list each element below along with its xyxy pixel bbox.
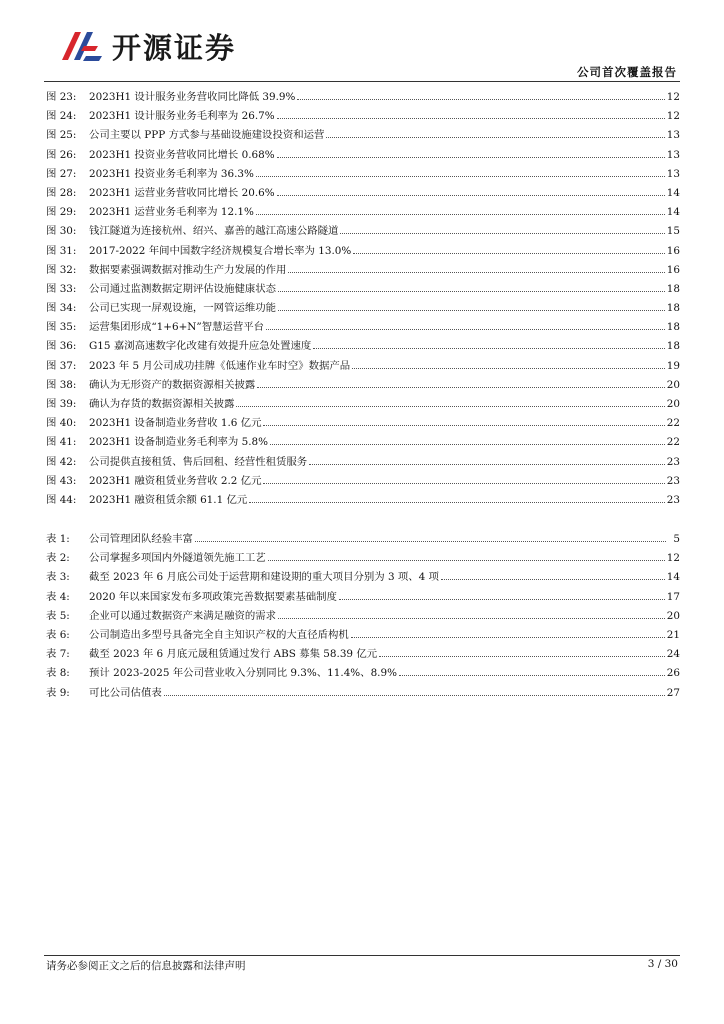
- entry-title: 截至 2023 年 6 月底公司处于运营期和建设期的重大项目分别为 3 项、4 项: [89, 571, 439, 584]
- entry-page: 12: [666, 552, 680, 565]
- dot-leader: [339, 599, 665, 600]
- entry-page: 14: [666, 206, 680, 219]
- entry-title: 公司通过监测数据定期评估设施健康状态: [89, 282, 277, 295]
- entry-label: 图 34:: [46, 302, 77, 315]
- dot-leader: [263, 425, 664, 426]
- entry-page: 21: [666, 628, 680, 641]
- entry-title: 预计 2023-2025 年公司营业收入分别同比 9.3%、11.4%、8.9%: [89, 667, 397, 680]
- entry-title: 确认为存货的数据资源相关披露: [89, 398, 235, 410]
- toc-entry[interactable]: [46, 222, 680, 241]
- toc-entry[interactable]: [46, 357, 680, 376]
- dot-leader: [379, 656, 665, 657]
- entry-label: 图 35:: [46, 321, 77, 334]
- entry-label: 图 39:: [46, 398, 77, 410]
- entry-label: 图 32:: [46, 263, 77, 276]
- entry-title: 确认为无形资产的数据资源相关披露: [89, 378, 256, 391]
- entry-page: 22: [666, 417, 680, 430]
- entry-page: 16: [666, 263, 680, 276]
- toc-entry[interactable]: [46, 453, 680, 472]
- dot-leader: [313, 348, 665, 349]
- entry-page: 23: [666, 474, 680, 487]
- entry-label: 图 43:: [46, 474, 77, 487]
- entry-label: 表 3:: [46, 571, 70, 584]
- entry-label: 表 2:: [46, 552, 70, 565]
- dot-leader: [249, 502, 664, 503]
- entry-label: 表 1:: [46, 533, 70, 545]
- entry-title: 公司制造出多型号具备完全自主知识产权的大直径盾构机: [89, 628, 349, 641]
- entry-label: 图 25:: [46, 129, 77, 142]
- toc-entry[interactable]: [46, 664, 680, 683]
- entry-label: 图 36:: [46, 340, 77, 353]
- entry-page: 24: [666, 648, 680, 661]
- entry-page: 20: [666, 609, 680, 622]
- report-type: 公司首次覆盖报告: [577, 65, 677, 79]
- toc-entry[interactable]: [46, 626, 680, 645]
- dot-leader: [278, 618, 665, 619]
- toc-entry[interactable]: [46, 242, 680, 261]
- footer-disclaimer: 请务必参阅正文之后的信息披露和法律声明: [46, 960, 246, 972]
- entry-page: 26: [666, 667, 680, 680]
- entry-title: G15 嘉浏高速数字化改建有效提升应急处置速度: [89, 340, 312, 353]
- entry-page: 13: [666, 129, 680, 142]
- entry-label: 图 29:: [46, 206, 77, 219]
- entry-title: 运营集团形成“1+6+N”智慧运营平台: [89, 321, 265, 334]
- page-number: 3 / 30: [647, 958, 678, 970]
- entry-page: 18: [666, 340, 680, 353]
- entry-title: 企业可以通过数据资产来满足融资的需求: [89, 609, 277, 622]
- dot-leader: [270, 444, 665, 445]
- entry-page: 12: [666, 91, 680, 103]
- entry-title: 数据要素强调数据对推动生产力发展的作用: [89, 263, 287, 276]
- toc-entry[interactable]: [46, 88, 680, 107]
- dot-leader: [256, 176, 665, 177]
- entry-title: 2023H1 投资业务毛利率为 36.3%: [89, 167, 254, 180]
- entry-page: 20: [666, 398, 680, 410]
- dot-leader: [277, 195, 665, 196]
- toc-entry[interactable]: [46, 645, 680, 664]
- entry-label: 表 8:: [46, 667, 70, 680]
- entry-label: 表 7:: [46, 648, 70, 661]
- entry-page: 14: [666, 186, 680, 199]
- entry-label: 图 41:: [46, 436, 77, 449]
- entry-title: 公司掌握多项国内外隧道领先施工工艺: [89, 552, 266, 565]
- toc-entry[interactable]: [46, 376, 680, 395]
- entry-label: 图 37:: [46, 359, 77, 372]
- entry-page: 23: [666, 455, 680, 468]
- entry-page: 5: [673, 533, 680, 545]
- company-logo: [58, 26, 236, 66]
- dot-leader: [288, 272, 664, 273]
- dot-leader: [164, 695, 665, 696]
- toc-entry[interactable]: [46, 433, 680, 452]
- toc-entry[interactable]: [46, 146, 680, 165]
- entry-label: 图 38:: [46, 378, 77, 391]
- toc-entry[interactable]: [46, 568, 680, 587]
- toc-entry[interactable]: [46, 472, 680, 491]
- entry-title: 2023H1 设计服务业务毛利率为 26.7%: [89, 110, 275, 123]
- dot-leader: [268, 560, 665, 561]
- toc-entry[interactable]: [46, 337, 680, 356]
- entry-title: 公司已实现一屏观设施，一网管运维功能: [89, 302, 277, 315]
- entry-label: 图 44:: [46, 493, 77, 506]
- entry-title: 2023H1 融资租赁业务营收 2.2 亿元: [89, 474, 262, 487]
- dot-leader: [352, 368, 665, 369]
- header-divider: [44, 81, 680, 82]
- entry-page: 12: [666, 110, 680, 123]
- entry-title: 公司提供直接租赁、售后回租、经营性租赁服务: [89, 455, 308, 468]
- entry-label: 图 28:: [46, 186, 77, 199]
- entry-title: 2023H1 设备制造业务毛利率为 5.8%: [89, 436, 269, 449]
- entry-title: 2023H1 投资业务营收同比增长 0.68%: [89, 148, 275, 161]
- entry-label: 图 24:: [46, 110, 77, 123]
- toc-entry[interactable]: [46, 684, 680, 703]
- toc-entry[interactable]: [46, 184, 680, 203]
- logo-text: 开源证券: [112, 30, 237, 65]
- dot-leader: [277, 118, 665, 119]
- dot-leader: [256, 214, 665, 215]
- dot-leader: [195, 541, 666, 542]
- toc-entry[interactable]: [46, 318, 680, 337]
- entry-label: 图 42:: [46, 455, 77, 468]
- toc-entry[interactable]: [46, 530, 680, 549]
- footer-divider: [44, 955, 680, 956]
- entry-label: 图 27:: [46, 167, 77, 180]
- entry-label: 图 40:: [46, 417, 77, 430]
- entry-label: 图 30:: [46, 225, 77, 238]
- dot-leader: [277, 157, 665, 158]
- toc-entry[interactable]: [46, 261, 680, 280]
- entry-title: 公司主要以 PPP 方式参与基础设施建设投资和运营: [89, 129, 325, 142]
- entry-label: 表 6:: [46, 628, 70, 641]
- entry-page: 20: [666, 378, 680, 391]
- entry-title: 钱江隧道为连接杭州、绍兴、嘉善的越江高速公路隧道: [89, 225, 339, 238]
- entry-title: 2023H1 设计服务业务营收同比降低 39.9%: [89, 91, 296, 103]
- entry-page: 18: [666, 321, 680, 334]
- entry-title: 2023H1 运营业务毛利率为 12.1%: [89, 206, 254, 219]
- entry-page: 13: [666, 167, 680, 180]
- entry-title: 2017-2022 年间中国数字经济规模复合增长率为 13.0%: [89, 244, 352, 257]
- entry-label: 表 9:: [46, 686, 70, 699]
- toc-entry[interactable]: [46, 414, 680, 433]
- dot-leader: [441, 579, 665, 580]
- entry-title: 2023H1 设备制造业务营收 1.6 亿元: [89, 417, 262, 430]
- entry-page: 22: [666, 436, 680, 449]
- dot-leader: [353, 253, 665, 254]
- entry-page: 27: [666, 686, 680, 699]
- entry-label: 图 31:: [46, 244, 77, 257]
- toc-entry[interactable]: [46, 165, 680, 184]
- toc-entry[interactable]: [46, 588, 680, 607]
- entry-title: 2023H1 融资租赁余额 61.1 亿元: [89, 493, 248, 506]
- entry-label: 表 4:: [46, 590, 70, 603]
- toc-entry[interactable]: [46, 395, 680, 414]
- dot-leader: [297, 99, 664, 100]
- dot-leader: [326, 137, 664, 138]
- entry-title: 2023 年 5 月公司成功挂牌《低速作业车时空》数据产品: [89, 359, 351, 372]
- entry-page: 18: [666, 302, 680, 315]
- dot-leader: [340, 233, 664, 234]
- entry-page: 16: [666, 244, 680, 257]
- entry-page: 15: [666, 225, 680, 238]
- toc-entry[interactable]: [46, 280, 680, 299]
- dot-leader: [309, 464, 665, 465]
- entry-page: 19: [666, 359, 680, 372]
- entry-label: 表 5:: [46, 609, 70, 622]
- toc-entry[interactable]: [46, 107, 680, 126]
- dot-leader: [257, 387, 665, 388]
- dot-leader: [278, 291, 665, 292]
- toc-entry[interactable]: [46, 607, 680, 626]
- entry-title: 公司管理团队经验丰富: [89, 533, 193, 545]
- dot-leader: [351, 637, 665, 638]
- toc-entry[interactable]: [46, 549, 680, 568]
- figure-list: [46, 88, 680, 510]
- entry-page: 13: [666, 148, 680, 161]
- entry-title: 2020 年以来国家发布多项政策完善数据要素基础制度: [89, 590, 337, 603]
- entry-page: 14: [666, 571, 680, 584]
- entry-title: 截至 2023 年 6 月底元晟租赁通过发行 ABS 募集 58.39 亿元: [89, 648, 378, 661]
- dot-leader: [399, 675, 665, 676]
- dot-leader: [236, 406, 664, 407]
- entry-label: 图 23:: [46, 91, 77, 103]
- table-list: [46, 530, 680, 703]
- logo-mark-icon: [58, 26, 104, 66]
- entry-page: 17: [666, 590, 680, 603]
- entry-title: 可比公司估值表: [89, 686, 162, 699]
- dot-leader: [263, 483, 664, 484]
- entry-title: 2023H1 运营业务营收同比增长 20.6%: [89, 186, 275, 199]
- toc-entry[interactable]: [46, 126, 680, 145]
- entry-page: 18: [666, 282, 680, 295]
- toc-entry[interactable]: [46, 203, 680, 222]
- entry-label: 图 26:: [46, 148, 77, 161]
- entry-page: 23: [666, 493, 680, 506]
- toc-entry[interactable]: [46, 491, 680, 510]
- dot-leader: [278, 310, 665, 311]
- toc-entry[interactable]: [46, 299, 680, 318]
- dot-leader: [266, 329, 665, 330]
- entry-label: 图 33:: [46, 282, 77, 295]
